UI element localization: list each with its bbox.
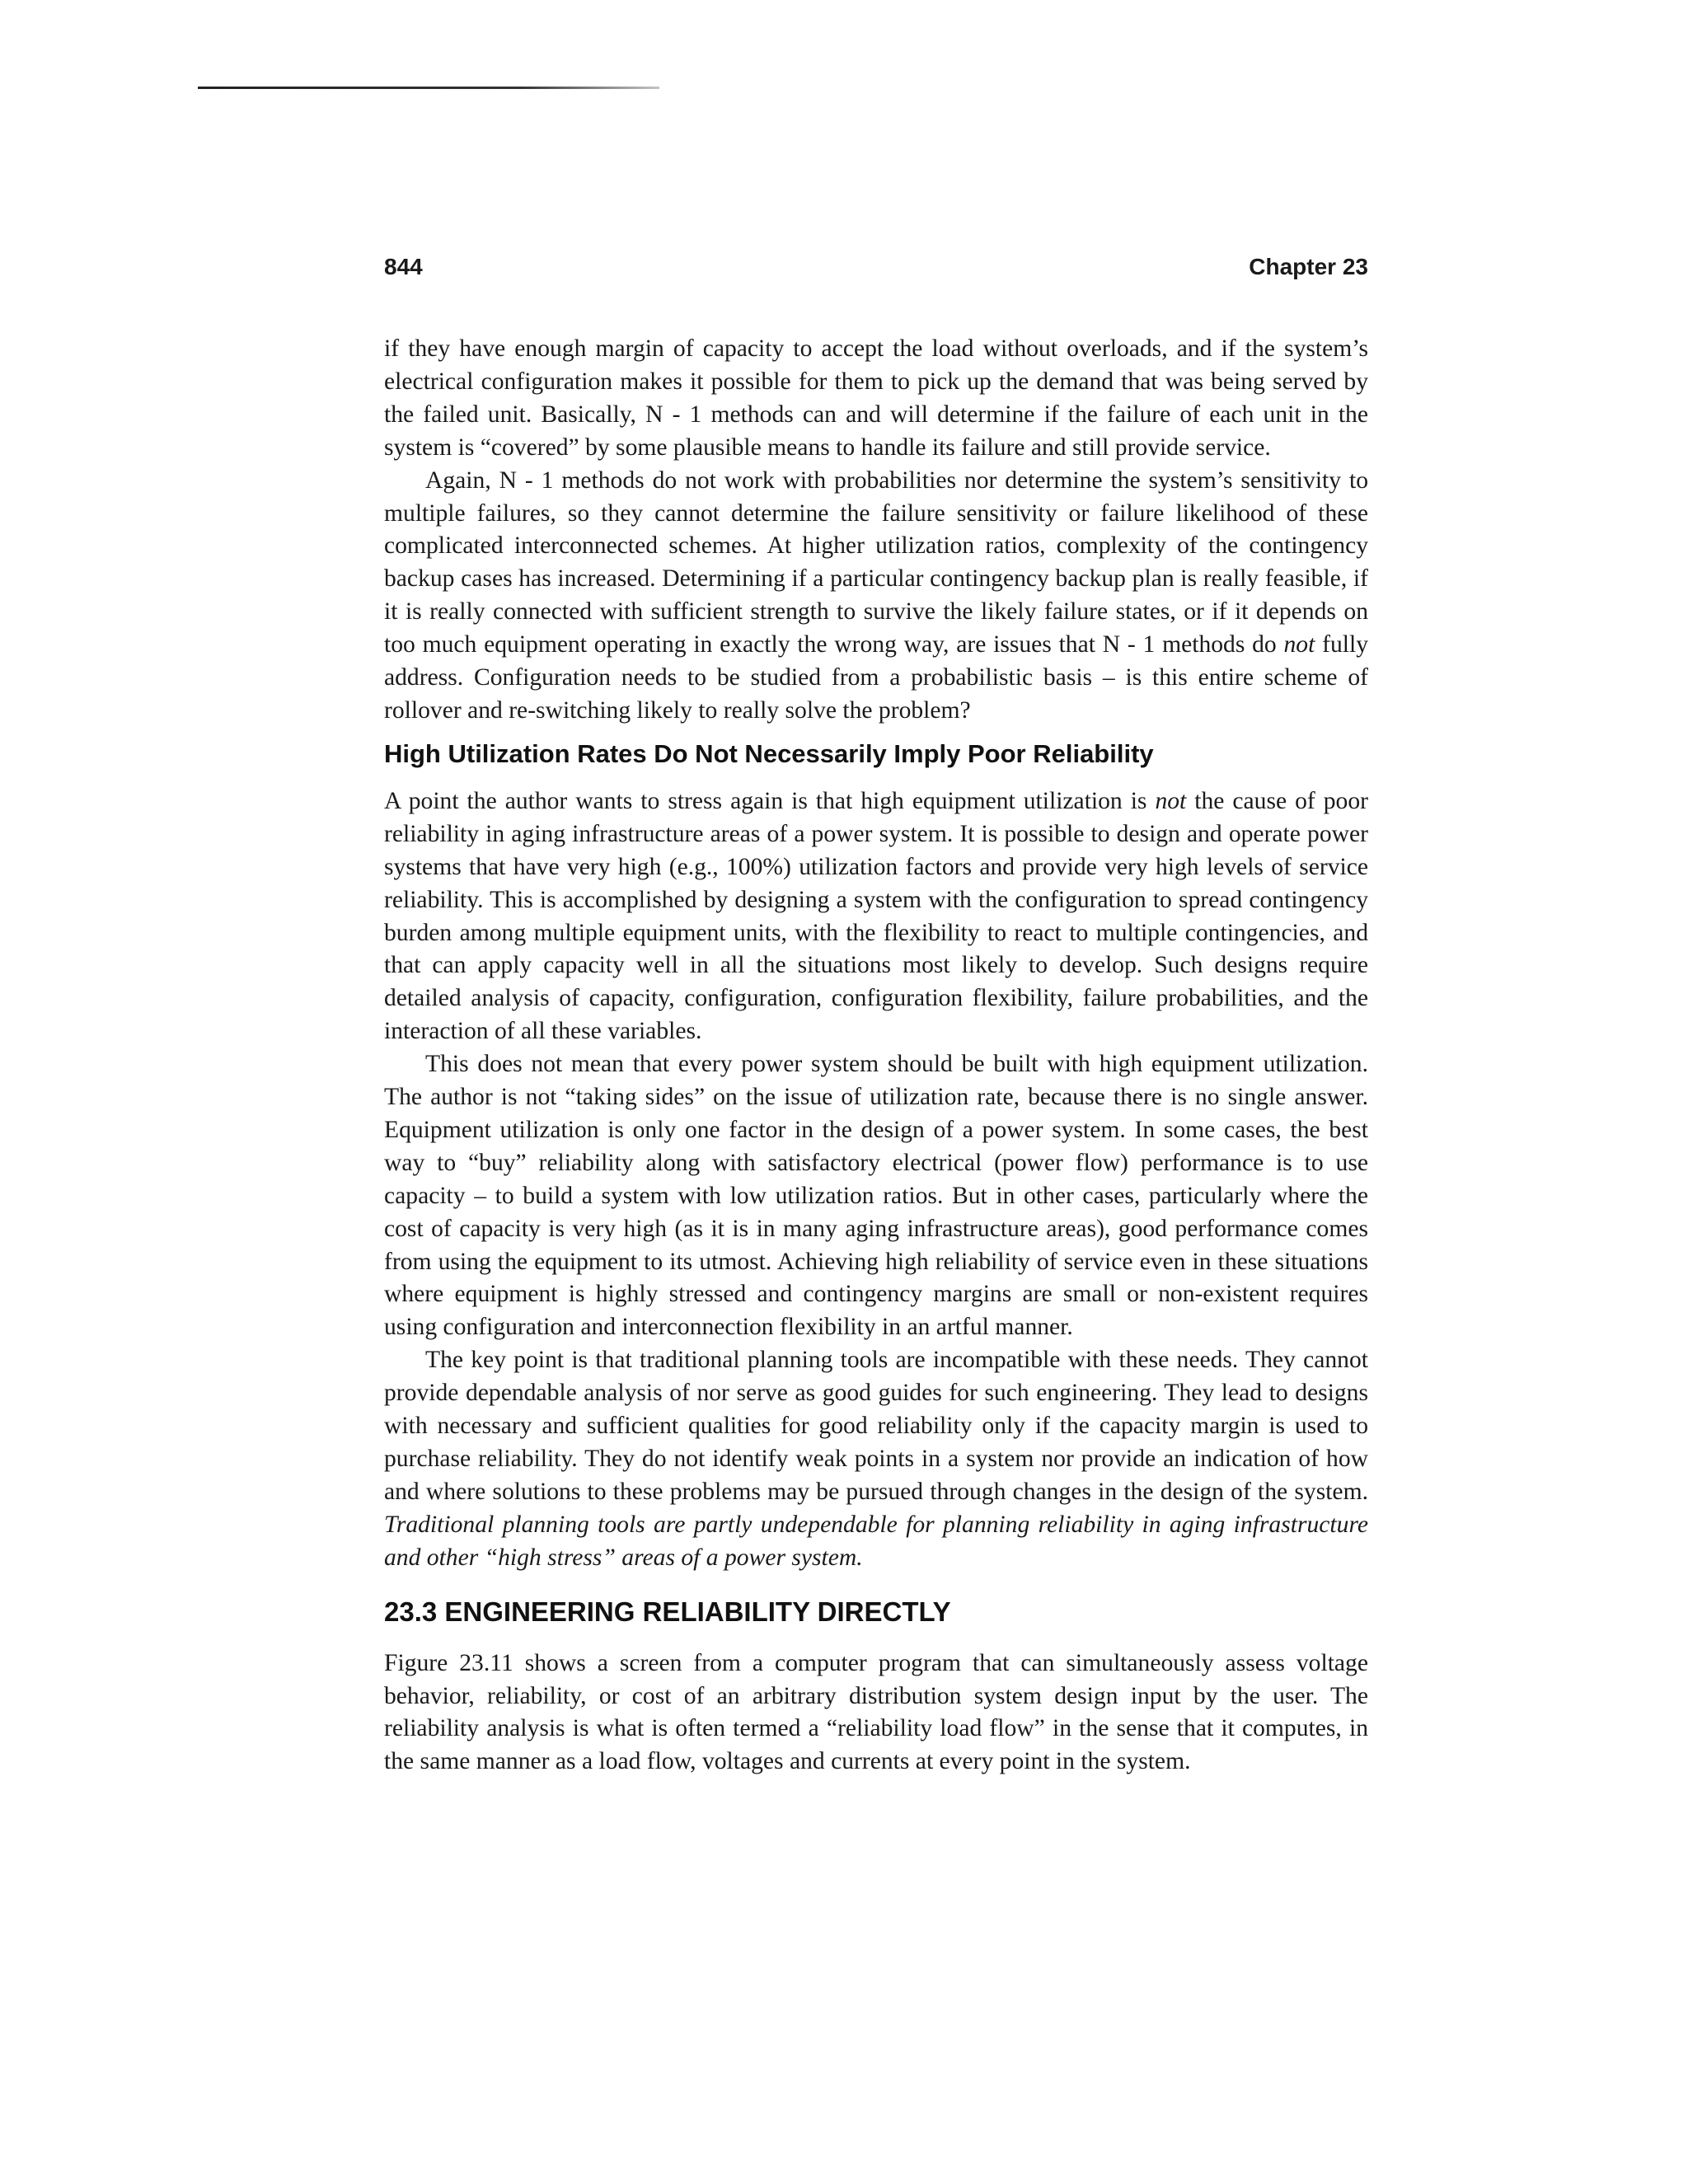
section-heading: 23.3 ENGINEERING RELIABILITY DIRECTLY (384, 1596, 951, 1627)
subsection-heading: High Utilization Rates Do Not Necessarily Imply Poor Reliability (384, 738, 1154, 768)
emphasis-text: not (1283, 631, 1315, 658)
emphasis-text: Traditional planning tools are partly undependable for planning reliability in aging infrastructure and other “high stress” areas of a power system. (384, 1511, 1368, 1571)
paragraph-utilization-sides: This does not mean that every power system should be built with high equipment utilization. The author is not “taking sides” on the issue of utilization rate, because there is no single answer. Equipment utilization is only one factor in the design of a power system. In some cases, the best way to “buy” reliability along with satisfactory electrical (power flow) performance is to use capacity – to build a system with low utilization ratios. But in other cases, particularly where the cost of capacity is very high (as it is in many aging infrastructure areas), good performance comes from using the equipment to its utmost. Achieving high reliability of service even in these situations where equipment is highly stressed and contingency margins are small or non-existent requires using configuration and interconnection flexibility in an artful manner. (384, 1051, 1368, 1341)
paragraph-figure-reference: Figure 23.11 shows a screen from a computer program that can simultaneously assess voltage behavior, reliability, or cost of an arbitrary distribution system design input by the user. The reliability analysis is what is often termed a “reliability load flow” in the sense that it computes, in the same manner as a load flow, voltages and currents at every point in the system. (384, 1649, 1368, 1775)
paragraph-utilization (384, 785, 1368, 1048)
paragraph-text: Again, N - 1 methods do not work with probabilities nor determine the system’s sensitivity to multiple failures, so they cannot determine the failure sensitivity or failure likelihood of these complicated interconnected schemes. At higher utilization ratios, complexity of the contingency backup cases has increased. Determining if a particular contingency backup plan is really feasible, if it is really connected with sufficient strength to survive the likely failure states, or if it depends on too much equipment operating in exactly the wrong way, are issues that N - 1 methods do (384, 466, 1368, 658)
paragraph-text: fully address. Configuration needs to be studied from a probabilistic basis – is this entire scheme of rollover and re-switching likely to really solve the problem? (384, 631, 1368, 724)
emphasis-text: not (1155, 787, 1187, 814)
paragraph-continued: if they have enough margin of capacity to accept the load without overloads, and if the system’s electrical configuration makes it possible for them to pick up the demand that was being served by the failed unit. Basically, N - 1 methods can and will determine if the failure of each unit in the system is “covered” by some plausible means to handle its failure and still provide service. (384, 335, 1368, 461)
paragraph-text: The key point is that traditional planning tools are incompatible with these needs. They cannot provide dependable analysis of nor serve as good guides for such engineering. They lead to designs with necessary and sufficient qualities for good reliability only if the capacity margin is used to purchase reliability. They do not identify weak points in a system nor provide an indication of how and where solutions to these problems may be pursued through changes in the design of the system. (384, 1347, 1368, 1505)
paragraph-text: A point the author wants to stress again is that high equipment utilization is (384, 787, 1156, 814)
page-number: 844 (384, 254, 423, 279)
paragraph-n1-limitations (384, 465, 1368, 728)
paragraph-key-point (384, 1344, 1368, 1574)
body-text (384, 333, 1368, 1779)
scan-top-rule (198, 87, 659, 89)
paragraph-text: the cause of poor reliability in aging infrastructure areas of a power system. It is possible to design and operate power systems that have very high (e.g., 100%) utilization factors and provide very high levels of service reliability. This is accomplished by designing a system with the configuration to spread contingency burden among multiple equipment units, with the flexibility to react to multiple contingencies, and that can apply capacity well in all the situations most likely to develop. Such designs require detailed analysis of capacity, configuration, configuration flexibility, failure probabilities, and the interaction of all these variables. (384, 787, 1368, 1045)
chapter-label: Chapter 23 (1249, 254, 1368, 279)
running-head (384, 254, 1368, 287)
